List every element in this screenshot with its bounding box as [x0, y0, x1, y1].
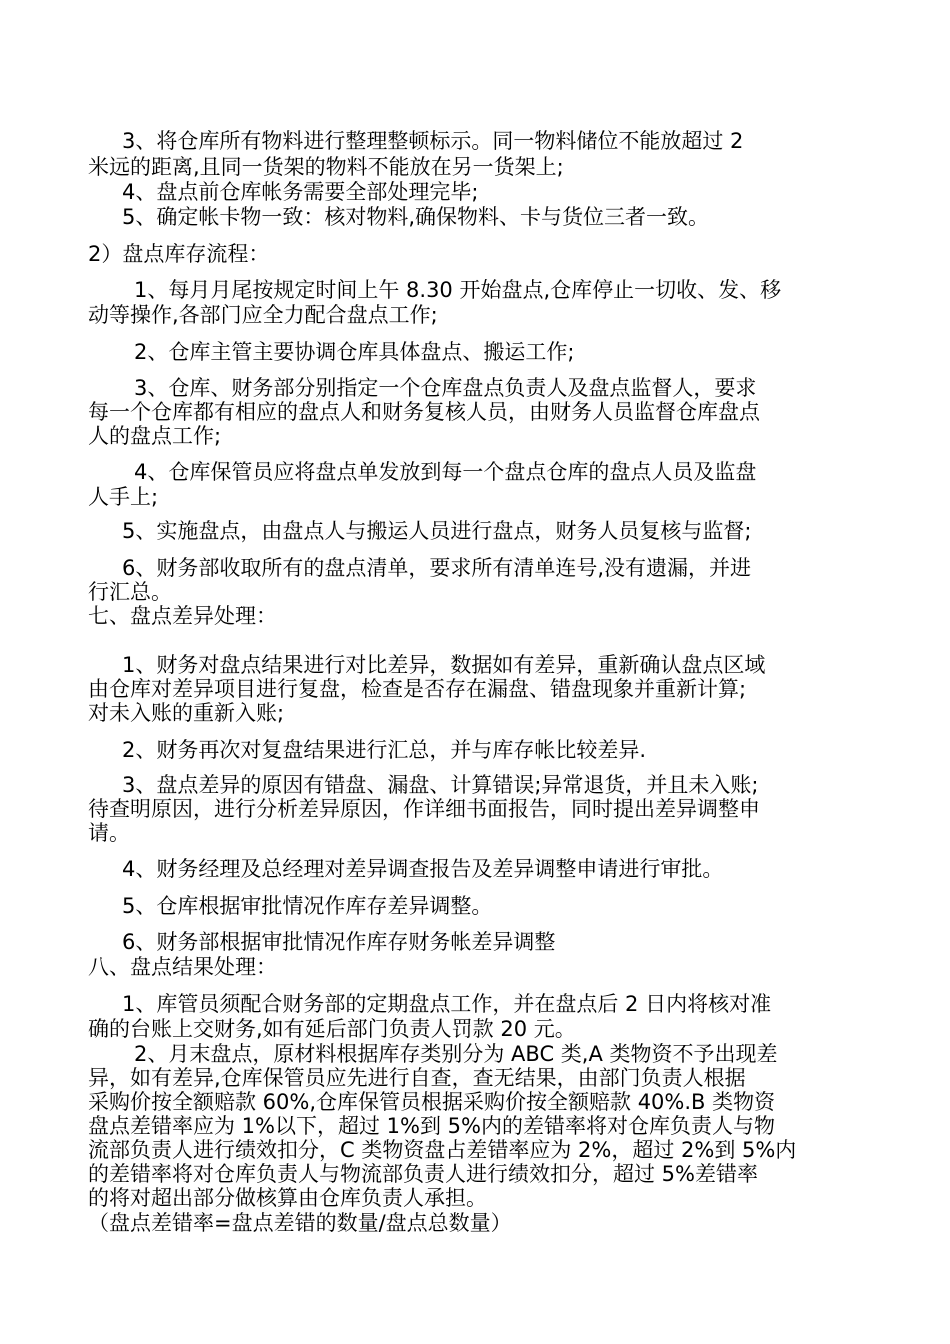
- section-heading: 七、盘点差异处理：: [88, 604, 277, 628]
- text-line: 的将对超出部分做核算由仓库负责人承担。: [88, 1186, 487, 1210]
- text-line: 动等操作,各部门应全力配合盘点工作;: [88, 303, 438, 327]
- text-line: 4、仓库保管员应将盘点单发放到每一个盘点仓库的盘点人员及监盘: [134, 460, 757, 484]
- text-line: 米远的距离,且同一货架的物料不能放在另一货架上;: [88, 155, 564, 179]
- text-line: 人的盘点工作;: [88, 424, 222, 448]
- formula-note: （盘点差错率=盘点差错的数量/盘点总数量）: [88, 1211, 512, 1235]
- text-line: 2、月末盘点，原材料根据库存类别分为 ABC 类,A 类物资不予出现差: [134, 1042, 778, 1066]
- text-line: 3、仓库、财务部分别指定一个仓库盘点负责人及盘点监督人，要求: [134, 376, 757, 400]
- text-line: 5、仓库根据审批情况作库存差异调整。: [122, 894, 493, 918]
- text-line: 人手上;: [88, 485, 159, 509]
- text-line: 2、财务再次对复盘结果进行汇总，并与库存帐比较差异.: [122, 738, 647, 762]
- text-line: 1、库管员须配合财务部的定期盘点工作，并在盘点后 2 日内将核对准: [122, 992, 772, 1016]
- text-line: 确的台账上交财务,如有延后部门负责人罚款 20 元。: [88, 1017, 576, 1041]
- text-line: 5、确定帐卡物一致：核对物料,确保物料、卡与货位三者一致。: [122, 205, 710, 229]
- text-line: 流部负责人进行绩效扣分，C 类物资盘占差错率应为 2%，超过 2%到 5%内: [88, 1138, 797, 1162]
- text-line: 3、盘点差异的原因有错盘、漏盘、计算错误;异常退货，并且未入账;: [122, 773, 759, 797]
- text-line: 采购价按全额赔款 60%,仓库保管员根据采购价按全额赔款 40%.B 类物资: [88, 1090, 776, 1114]
- text-line: 对未入账的重新入账;: [88, 701, 285, 725]
- text-line: 2、仓库主管主要协调仓库具体盘点、搬运工作;: [134, 340, 575, 364]
- text-line: 1、财务对盘点结果进行对比差异，数据如有差异，重新确认盘点区域: [122, 653, 766, 677]
- text-line: 6、财务部根据审批情况作库存财务帐差异调整: [122, 930, 556, 954]
- text-line: 盘点差错率应为 1%以下，超过 1%到 5%内的差错率将对仓库负责人与物: [88, 1114, 775, 1138]
- section-heading: 八、盘点结果处理：: [88, 955, 277, 979]
- text-line: 待查明原因，进行分析差异原因，作详细书面报告，同时提出差异调整申: [88, 797, 760, 821]
- text-line: 由仓库对差异项目进行复盘，检查是否存在漏盘、错盘现象并重新计算;: [88, 677, 747, 701]
- text-line: 5、实施盘点，由盘点人与搬运人员进行盘点，财务人员复核与监督;: [122, 519, 752, 543]
- text-line: 的差错率将对仓库负责人与物流部负责人进行绩效扣分，超过 5%差错率: [88, 1162, 758, 1186]
- text-line: 4、盘点前仓库帐务需要全部处理完毕;: [122, 180, 479, 204]
- text-line: 行汇总。: [88, 580, 172, 604]
- text-line: 3、将仓库所有物料进行整理整顿标示。同一物料储位不能放超过 2: [122, 129, 744, 153]
- text-line: 1、每月月尾按规定时间上午 8.30 开始盘点,仓库停止一切收、发、移: [134, 278, 782, 302]
- section-heading: 2）盘点库存流程：: [88, 242, 270, 266]
- text-line: 异，如有差异,仓库保管员应先进行自查，查无结果，由部门负责人根据: [88, 1066, 746, 1090]
- text-line: 每一个仓库都有相应的盘点人和财务复核人员，由财务人员监督仓库盘点: [88, 400, 760, 424]
- text-line: 6、财务部收取所有的盘点清单，要求所有清单连号,没有遗漏，并进: [122, 556, 752, 580]
- text-line: 请。: [88, 821, 130, 845]
- text-line: 4、财务经理及总经理对差异调查报告及差异调整申请进行审批。: [122, 857, 724, 881]
